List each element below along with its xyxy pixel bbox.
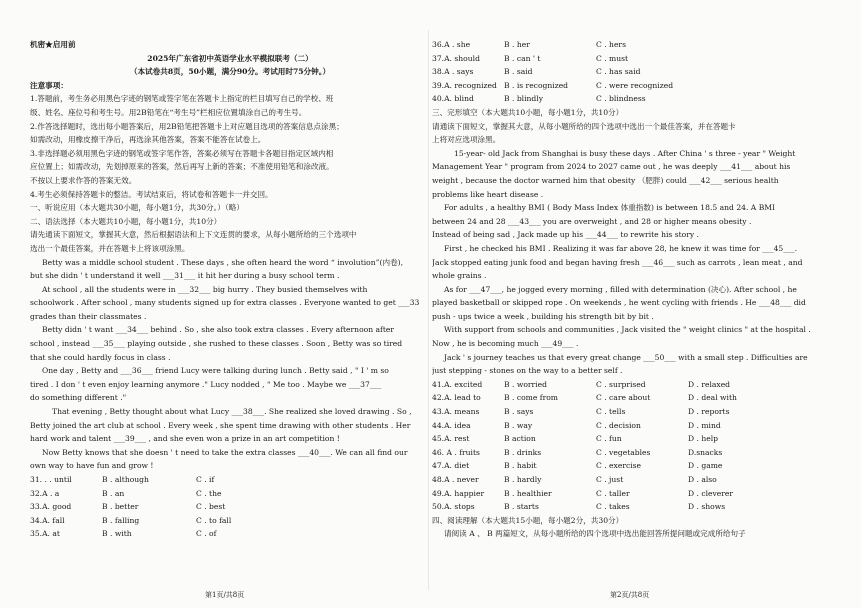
option-row [432, 459, 832, 473]
option-d[interactable]: D . help [688, 434, 719, 444]
passage-line: own way to have fun and grow ! [30, 461, 154, 471]
cloze-instruction: 请通读下面短文，掌握其大意，从每小题所给的四个选项中选出一个最佳答案，并在答题卡 [432, 121, 736, 131]
option-row [432, 378, 832, 392]
option-c[interactable]: C . taller [596, 488, 630, 498]
option-a[interactable]: 49.A. happier [432, 488, 485, 498]
passage-line: Now Betty knows that she doesn ' t need to take the extra classes ___40___. We can all find our [42, 447, 408, 457]
passage-line: Betty joined the art club at school . Every week , she spent time drawing with other students . Her [30, 420, 411, 430]
option-a[interactable]: 48.A . never [432, 475, 479, 484]
grammar-instruction: 请先通读下面短文，掌握其大意，然后根据语法和上下文连贯的要求，从每小题所给的三个选项中 [30, 230, 357, 240]
page-divider [428, 30, 429, 590]
option-c[interactable]: C . vegetables [596, 447, 651, 457]
option-b[interactable]: B . her [504, 40, 530, 49]
option-c[interactable]: C . tells [596, 407, 626, 417]
option-row [432, 405, 832, 419]
option-d[interactable]: D . game [688, 461, 723, 471]
passage-line: Instead of being sad , Jack made up his ___44___ to rewrite his story . [432, 230, 699, 240]
option-b[interactable]: B . is recognized [504, 80, 569, 90]
cloze-instruction: 上将对应选项涂黑。 [432, 135, 501, 145]
option-c[interactable]: C . exercise [596, 461, 642, 471]
option-a[interactable]: 31. . . until [30, 475, 72, 484]
option-a[interactable]: 41.A. excited [432, 379, 483, 389]
option-row [432, 79, 832, 93]
option-c[interactable]: C . blindness [596, 94, 646, 104]
note-line: 如需改动，用橡皮擦干净后，再选涂其他答案，答案不能答在试卷上。 [30, 135, 266, 145]
option-c[interactable]: C . just [596, 475, 624, 484]
option-row [30, 514, 430, 528]
passage-line: problems like heart disease . [432, 189, 544, 199]
passage-line: For adults , a healthy BMI ( Body Mass Index 体重指数) is between 18.5 and 24. A BMI [444, 203, 776, 213]
notes-heading: 注意事项： [30, 80, 68, 90]
option-row [432, 487, 832, 501]
option-b[interactable]: B action [504, 434, 536, 444]
passage-line: Jack stopped eating junk food and began having fresh ___46___ such as carrots , lean meat , and [432, 257, 803, 267]
option-d[interactable]: D . also [688, 475, 717, 484]
confidential-label: 机密★启用前 [30, 40, 76, 49]
page-one [30, 38, 430, 541]
option-b[interactable]: B . can ' t [504, 53, 541, 63]
option-c[interactable]: C . decision [596, 420, 641, 430]
passage-line: push - ups twice a week , building his strength bit by bit . [432, 311, 654, 321]
cloze-passage [432, 147, 832, 378]
passage-line: do something different ." [30, 393, 127, 403]
option-b[interactable]: B . healthier [504, 488, 552, 498]
cloze-options [432, 378, 832, 514]
page-number-left: 第1页/共8页 [205, 591, 245, 599]
option-c[interactable]: C . surprised [596, 379, 646, 389]
option-row [432, 432, 832, 446]
option-c[interactable]: C . to fall [196, 515, 232, 525]
option-a[interactable]: 37.A. should [432, 53, 480, 63]
option-a[interactable]: 47.A. diet [432, 461, 470, 471]
section-reading: 四、阅读理解（本大题共15小题，每小题2分，共30分） [432, 515, 624, 525]
passage-line: With support from schools and communities , Jack visited the " weight clinics " at the hospital . [444, 325, 811, 335]
passage-line: One day , Betty and ___36___ friend Lucy were talking during lunch . Betty said , " I ' m so [42, 366, 389, 376]
grammar-options [30, 473, 430, 541]
option-a[interactable]: 36.A . she [432, 40, 471, 49]
option-row [432, 65, 832, 79]
option-row [432, 500, 832, 514]
passage-line: Betty was a middle school student . These days , she often heard the word “ involution”(内卷), [42, 257, 404, 267]
passage-line: just stepping - stones on the way to a better self . [432, 366, 623, 376]
option-a[interactable]: 35.A. at [30, 529, 60, 539]
option-a[interactable]: 40.A. blind [432, 94, 474, 104]
option-b[interactable]: B . better [102, 502, 139, 512]
passage-line: whole grains . [432, 271, 487, 281]
page-two [432, 38, 832, 541]
note-line: 级、姓名、座位号和考生号。用2B铅笔在“考生号”栏相应位置填涂自己的考生号。 [30, 107, 307, 117]
option-row [432, 391, 832, 405]
option-d[interactable]: D . reports [688, 407, 730, 417]
passage-line: but she didn ' t understand it well ___31___ it hit her during a busy school term . [30, 271, 340, 281]
option-d[interactable]: D . cleverer [688, 488, 734, 498]
note-line: 2.作答选择题时，选出每小题答案后，用2B铅笔把答题卡上对应题目选项的答案信息点涂黑； [30, 121, 344, 131]
option-c[interactable]: C . must [596, 53, 629, 63]
grammar-options-continued [432, 38, 832, 106]
option-b[interactable]: B . says [504, 407, 534, 417]
grammar-passage [30, 256, 430, 474]
option-b[interactable]: B . starts [504, 502, 539, 512]
option-a[interactable]: 33.A. good [30, 502, 72, 512]
option-row [432, 446, 832, 460]
note-line: 3.非选择题必须用黑色字迹的钢笔或签字笔作答，答案必须写在答题卡各题目指定区域内相 [30, 148, 334, 158]
option-row [30, 473, 430, 487]
option-row [432, 419, 832, 433]
passage-line: between 24 and 28 ___43___ you are overweight , and 28 or higher means obesity . [432, 216, 752, 226]
option-row [432, 473, 832, 487]
option-c[interactable]: C . best [196, 502, 226, 512]
option-row [30, 500, 430, 514]
passage-line: hard work and talent ___39___ , and she even won a prize in an art competition ! [30, 434, 340, 444]
exam-subtitle: （本试卷共8页，50小题，满分90分。考试用时75分钟。） [129, 67, 331, 77]
passage-line: grades than their classmates . [30, 311, 147, 321]
option-d[interactable]: D.snacks [688, 447, 723, 457]
option-c[interactable]: C . the [196, 488, 222, 498]
option-c[interactable]: C . hers [596, 40, 626, 49]
option-c[interactable]: C . care about [596, 393, 651, 403]
page-number-right: 第2页/共8页 [610, 591, 650, 599]
passage-line: that she could hardly focus in class . [30, 352, 171, 362]
option-d[interactable]: D . mind [688, 420, 721, 430]
option-a[interactable]: 45.A. rest [432, 434, 470, 444]
option-b[interactable]: B . way [504, 420, 533, 430]
option-b[interactable]: B . blindly [504, 94, 544, 104]
option-a[interactable]: 43.A. means [432, 407, 480, 417]
passage-line: Jack ' s journey teaches us that every great change ___50___ with a small step . Difficulties are [444, 352, 808, 362]
passage-line: At school , all the students were in ___32___ big hurry . They busied themselves with [42, 284, 368, 294]
passage-line: That evening , Betty thought about what Lucy ___38___. She realized she loved drawing . So , [52, 407, 412, 417]
reading-instruction: 请阅读 A 、 B 两篇短文，从每小题所给的四个选项中选出能回答所提问题或完成所给句子 [444, 529, 746, 539]
option-a[interactable]: 42.A. lead to [432, 393, 481, 403]
option-c[interactable]: C . fun [596, 434, 622, 444]
option-row [30, 487, 430, 501]
option-a[interactable]: 50.A. stops [432, 502, 475, 512]
passage-line: schoolwork . After school , many students signed up for extra classes . Everyone wanted to get ___33 [30, 298, 420, 308]
option-d[interactable]: D . relaxed [688, 379, 731, 389]
option-b[interactable]: B . drinks [504, 447, 542, 457]
option-a[interactable]: 32.A . a [30, 488, 60, 498]
notes-list [30, 92, 430, 201]
option-b[interactable]: B . with [102, 529, 132, 539]
section-grammar: 二、语法选择（本大题共10小题，每小题1分，共10分） [30, 216, 222, 226]
passage-line: school , instead ___35___ playing outside , she rushed to these classes . Soon , Betty was so tired [30, 339, 403, 349]
option-b[interactable]: B . said [504, 67, 533, 77]
option-d[interactable]: D . deal with [688, 393, 737, 403]
option-b[interactable]: B . although [102, 475, 149, 484]
option-row [432, 38, 832, 52]
option-row [30, 527, 430, 541]
note-line: 4.考生必须保持答题卡的整洁。考试结束后，将试卷和答题卡一并交回。 [30, 189, 273, 199]
note-line: 应位置上；如需改动，先划掉原来的答案，然后再写上新的答案；不准使用铅笔和涂改液。 [30, 162, 334, 172]
option-b[interactable]: B . worried [504, 379, 547, 389]
section-cloze: 三、完形填空（本大题共10小题，每小题1分，共10分） [432, 107, 624, 117]
passage-line: tired . I don ' t even enjoy learning anymore ." Lucy nodded , " Me too . Maybe we ___37___ [30, 379, 382, 389]
grammar-instruction: 选出一个最佳答案，并在答题卡上将该项涂黑。 [30, 243, 190, 253]
option-a[interactable]: 46. A . fruits [432, 447, 480, 457]
option-a[interactable]: 38.A . says [432, 67, 474, 77]
option-row [432, 92, 832, 106]
option-c[interactable]: C . were recognized [596, 80, 674, 90]
note-line: 不按以上要求作答的答案无效。 [30, 175, 137, 185]
option-b[interactable]: B . hardly [504, 475, 542, 484]
passage-line: Betty didn ' t want ___34___ behind . So , she also took extra classes . Every afternoon after [42, 325, 395, 335]
passage-line: Management Year " program from 2024 to 2027 came out , he was deeply ___41___ about his [432, 162, 791, 172]
option-b[interactable]: B . come from [504, 393, 558, 403]
option-c[interactable]: C . has said [596, 67, 641, 77]
option-c[interactable]: C . takes [596, 502, 630, 512]
passage-line: First , he checked his BMI . Realizing it was far above 28, he knew it was time for ___45___. [444, 243, 798, 253]
section-listening: 一、听说应用（本大题共30小题，每小题1分，共30分。）（略） [30, 203, 244, 213]
exam-title: 2025年广东省初中英语学业水平模拟联考（二） [147, 53, 313, 63]
passage-line: 15-year- old Jack from Shanghai is busy these days . After China ' s three - year " Weight [454, 148, 796, 158]
option-c[interactable]: C . if [196, 475, 215, 484]
passage-line: Now , he is becoming much ___49___ . [432, 339, 579, 349]
option-b[interactable]: B . an [102, 488, 125, 498]
passage-line: played basketball or skipped rope . On weekends , he went cycling with friends . He ___48___ did [432, 298, 806, 308]
note-line: 1.答题前，考生务必用黑色字迹的钢笔或签字笔在答题卡上指定的栏目填写自己的学校、班 [30, 94, 334, 104]
option-a[interactable]: 39.A. recognized [432, 80, 497, 90]
passage-line: weight , because the doctor warned him that obesity （肥胖) could ___42___ serious health [432, 175, 779, 185]
option-b[interactable]: B . habit [504, 461, 537, 471]
option-a[interactable]: 44.A. idea [432, 420, 471, 430]
option-d[interactable]: D . shows [688, 502, 726, 512]
option-a[interactable]: 34.A. fall [30, 515, 65, 525]
passage-line: As for ___47___, he jogged every morning , filled with determination (决心). After school , he [444, 284, 797, 294]
option-c[interactable]: C . of [196, 529, 217, 539]
option-b[interactable]: B . falling [102, 515, 140, 525]
option-row [432, 52, 832, 66]
